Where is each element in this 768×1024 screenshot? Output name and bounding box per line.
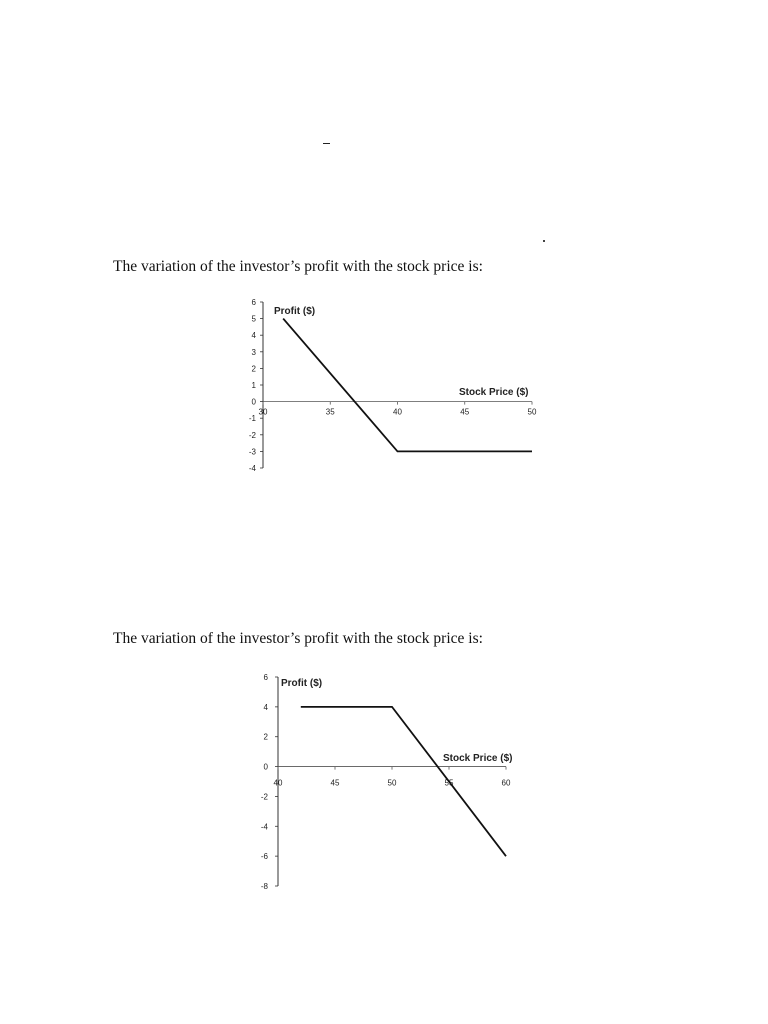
y-tick-label: -8 <box>260 882 268 891</box>
x-axis-label: Stock Price ($) <box>459 387 529 398</box>
x-tick-label: 50 <box>527 407 537 417</box>
x-tick-label: 60 <box>501 778 511 788</box>
y-tick-label: 6 <box>263 673 268 682</box>
y-tick-label: -2 <box>248 430 256 440</box>
y-tick-label: 0 <box>263 762 268 772</box>
y-tick-label: 4 <box>263 702 268 712</box>
x-tick-label: 40 <box>393 407 402 417</box>
y-axis-label: Profit ($) <box>281 678 323 689</box>
y-tick-label: -4 <box>248 464 256 473</box>
y-tick-label: 2 <box>263 732 268 742</box>
y-tick-label: 1 <box>251 381 256 390</box>
paragraph-1: The variation of the investor’s profit with the stock price is: <box>113 258 483 275</box>
y-tick-label: 0 <box>251 397 256 407</box>
y-tick-label: 2 <box>251 364 256 374</box>
y-tick-label: 6 <box>251 298 256 307</box>
x-tick-label: 55 <box>444 778 454 788</box>
y-tick-label: -1 <box>248 414 256 424</box>
x-tick-label: 45 <box>460 407 470 417</box>
y-tick-label: -3 <box>248 447 256 457</box>
y-tick-label: -2 <box>260 792 268 802</box>
y-tick-label: 4 <box>251 331 256 341</box>
y-axis-label: Profit ($) <box>274 306 316 317</box>
x-tick-label: 40 <box>273 778 283 788</box>
paragraph-2: The variation of the investor’s profit with the stock price is: <box>113 630 483 647</box>
x-axis-label: Stock Price ($) <box>443 753 513 764</box>
x-tick-label: 45 <box>330 778 340 788</box>
x-tick-label: 35 <box>325 407 335 417</box>
x-tick-label: 30 <box>258 407 268 417</box>
y-tick-label: -6 <box>260 852 268 862</box>
x-tick-label: 50 <box>387 778 397 788</box>
y-tick-label: 5 <box>251 314 256 324</box>
y-tick-label: -4 <box>260 822 268 832</box>
y-tick-label: 3 <box>251 347 256 357</box>
